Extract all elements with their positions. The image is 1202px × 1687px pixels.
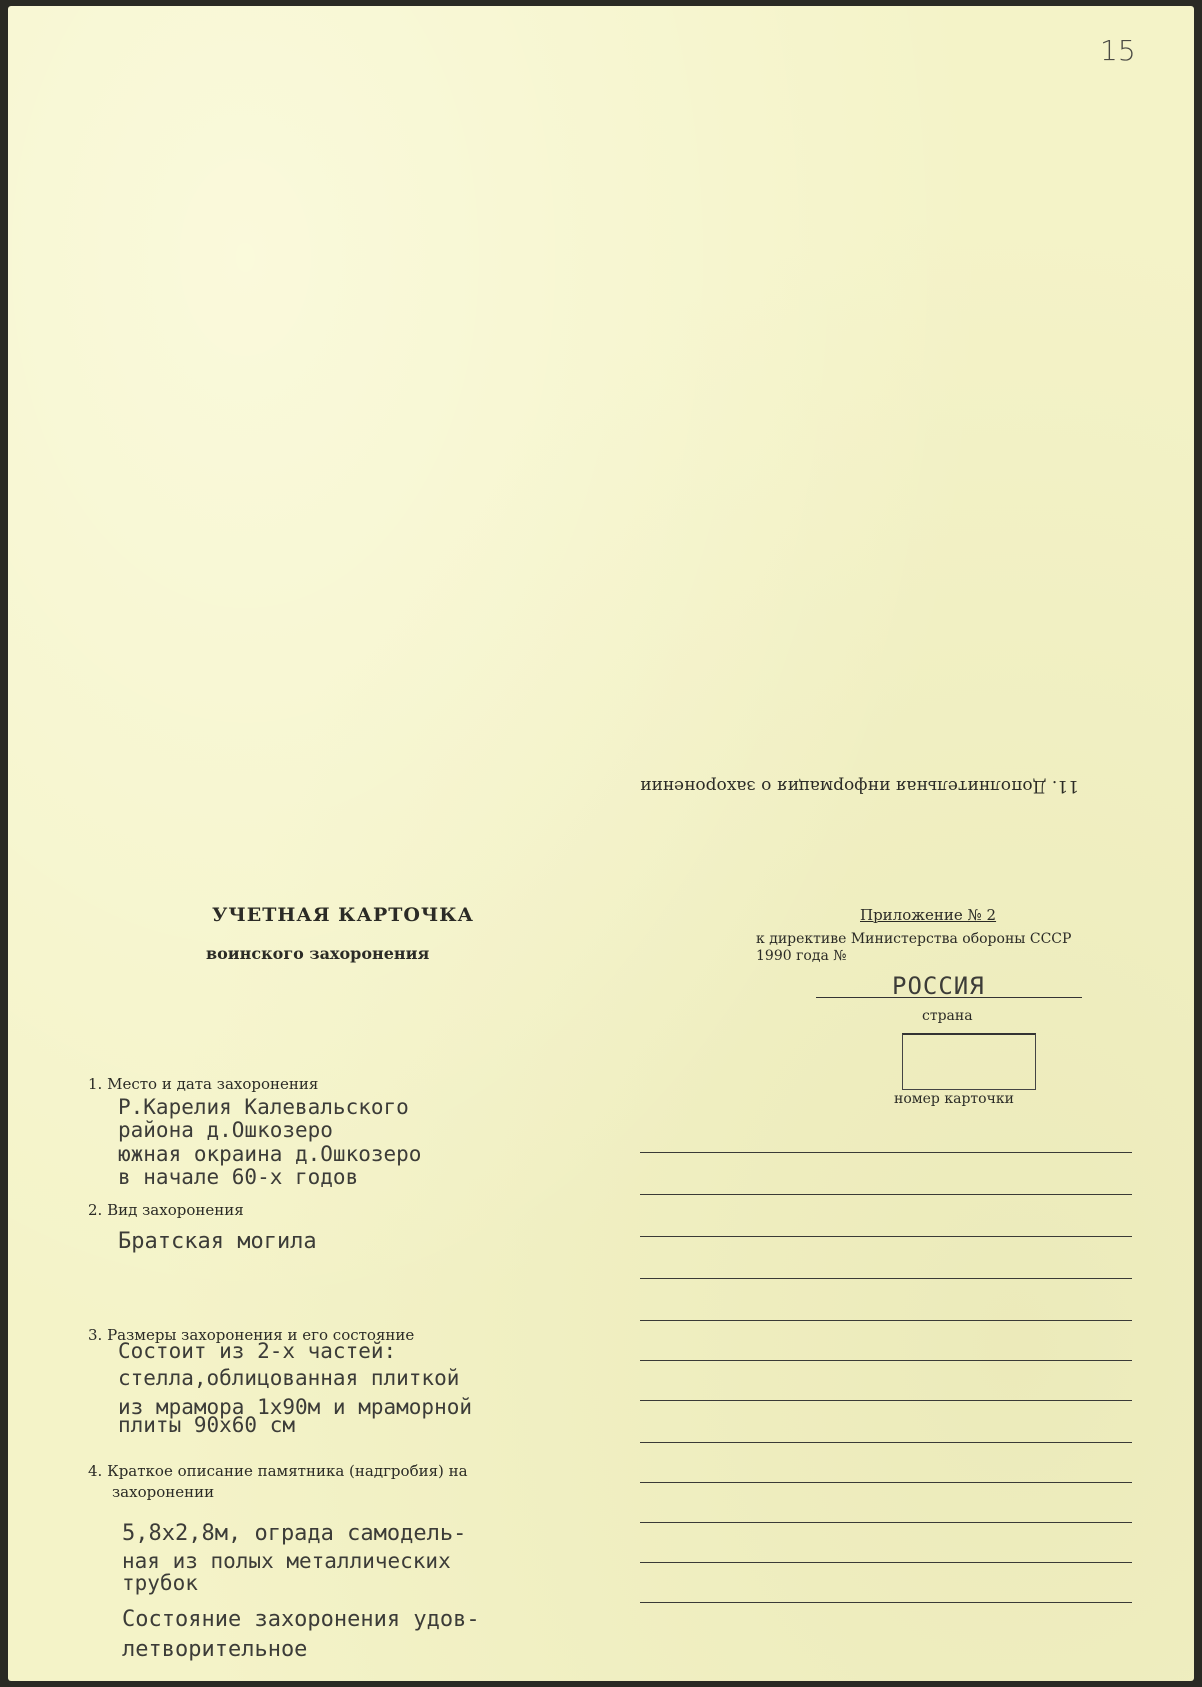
card-number-box (902, 1033, 1036, 1090)
card-title: УЧЕТНАЯ КАРТОЧКА (212, 904, 475, 926)
country-label: страна (922, 1008, 973, 1024)
blank-rule (640, 1236, 1132, 1237)
appendix-label: Приложение № 2 (860, 906, 997, 924)
blank-rule (640, 1194, 1132, 1195)
card-subtitle: воинского захоронения (206, 944, 430, 963)
blank-rule (640, 1602, 1132, 1603)
field-4-extra-line: летворительное (122, 1637, 308, 1662)
field-4-label: 4. Краткое описание памятника (надгробия) на (88, 1462, 468, 1480)
document-sheet (8, 6, 1194, 1681)
field-1-line: южная окраина д.Ошкозеро (118, 1142, 422, 1166)
country-value: РОССИЯ (892, 972, 985, 1000)
card-number-label: номер карточки (894, 1091, 1014, 1107)
blank-rule (640, 1442, 1132, 1443)
field-3-line: Состоит из 2-х частей: (118, 1339, 397, 1363)
field-4-line: 5,8х2,8м, ограда самодель- (122, 1521, 467, 1546)
field-3-line: плиты 90х60 см (118, 1413, 296, 1437)
blank-rule (640, 1562, 1132, 1563)
field-1-line: района д.Ошкозеро (118, 1118, 333, 1142)
blank-rule (640, 1482, 1132, 1483)
field-4-line: ная из полых металлических (122, 1549, 451, 1573)
blank-rule (640, 1400, 1132, 1401)
field-1-line: в начале 60-х годов (118, 1165, 359, 1189)
field-2-line: Братская могила (118, 1229, 317, 1254)
field-3-line: стелла,облицованная плиткой (118, 1366, 460, 1390)
blank-rule (640, 1522, 1132, 1523)
blank-rule (640, 1278, 1132, 1279)
country-underline (816, 997, 1082, 998)
field-3-line: из мрамора 1х90м и мраморной (118, 1395, 473, 1419)
directive-line-1: к директиве Министерства обороны СССР (756, 931, 1072, 947)
upside-down-heading: 11. Дополнительная информация о захоронении (640, 776, 1079, 796)
field-4-line: трубок (122, 1571, 198, 1595)
blank-rule (640, 1320, 1132, 1321)
blank-rule (640, 1152, 1132, 1153)
field-3-label: 3. Размеры захоронения и его состояние (88, 1326, 415, 1344)
page-number: 15 (1100, 34, 1136, 67)
field-2-label: 2. Вид захоронения (88, 1201, 244, 1219)
directive-line-2: 1990 года № (756, 948, 847, 964)
field-4-label-cont: захоронении (112, 1483, 215, 1501)
blank-rule (640, 1360, 1132, 1361)
field-1-label: 1. Место и дата захоронения (88, 1075, 319, 1093)
field-4-extra-line: Состояние захоронения удов- (122, 1607, 480, 1632)
field-1-line: Р.Карелия Калевальского (118, 1095, 409, 1119)
